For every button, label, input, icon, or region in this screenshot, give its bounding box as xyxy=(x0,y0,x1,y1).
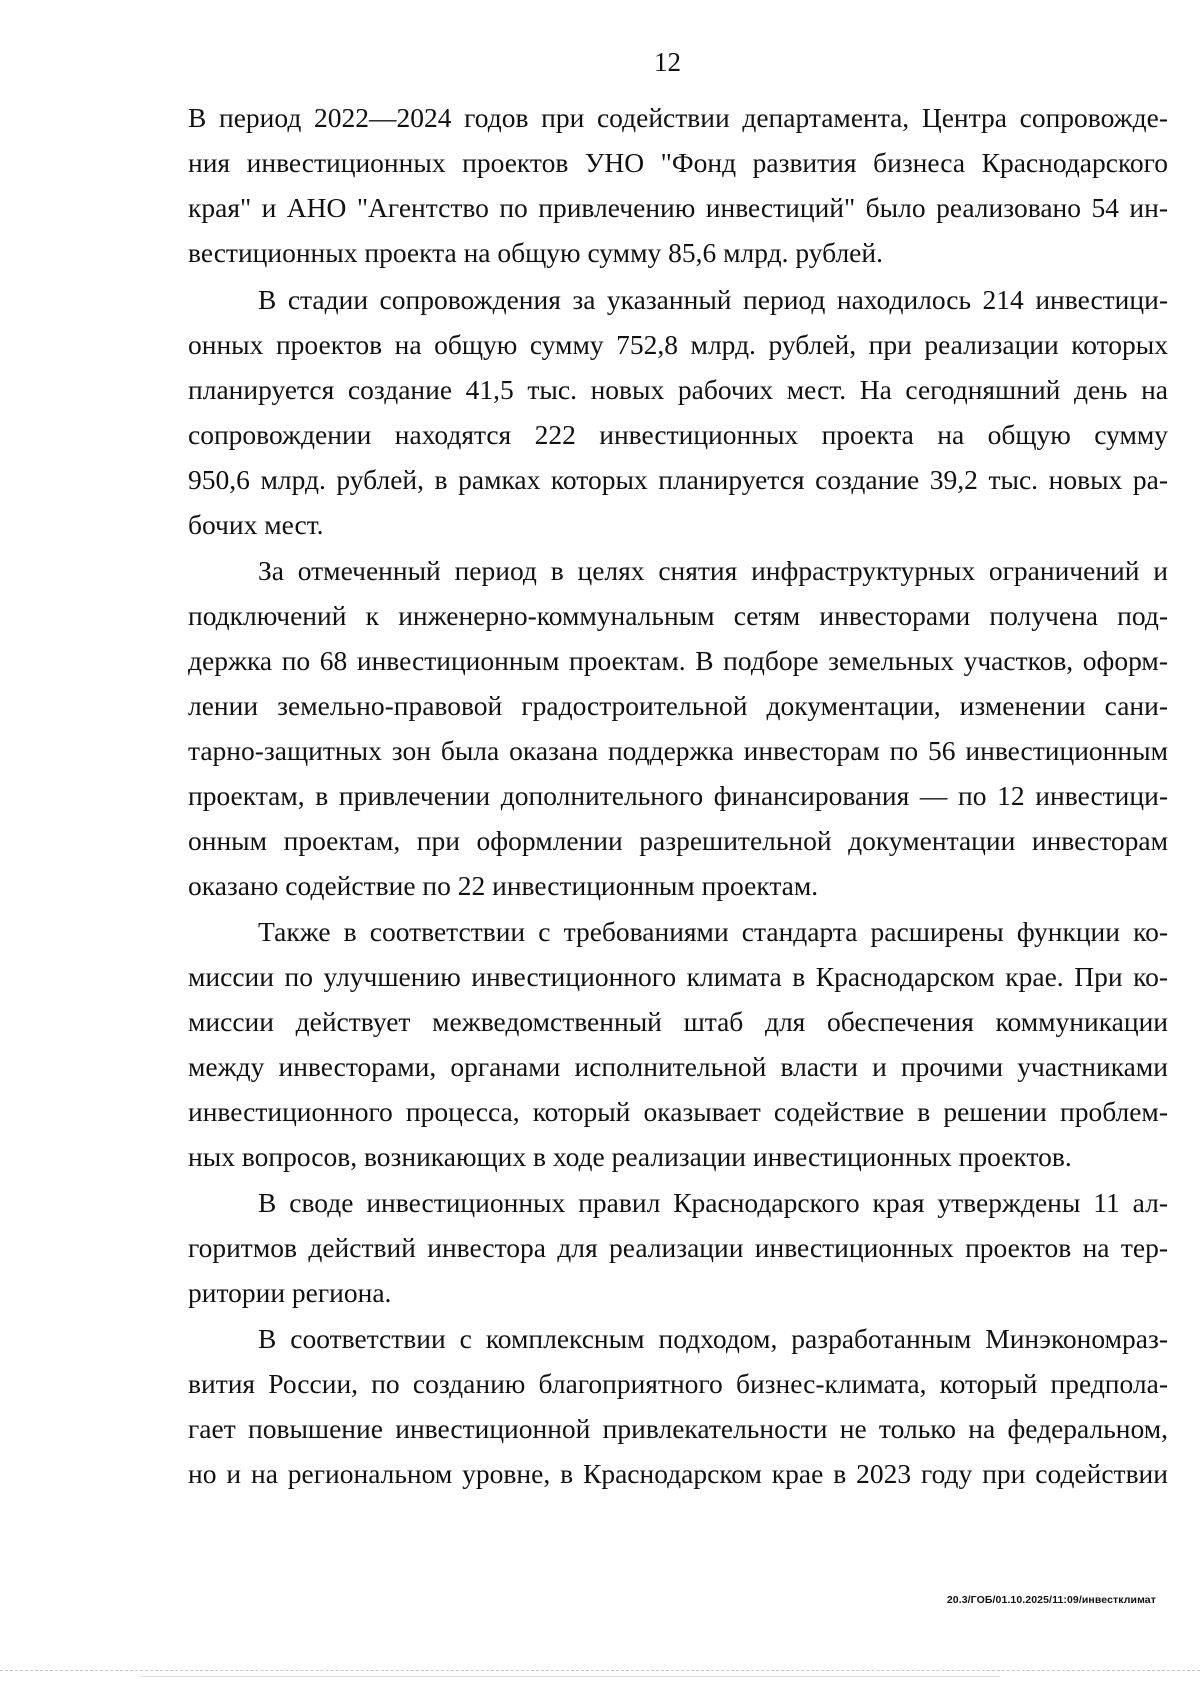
scan-edge-line xyxy=(140,1676,1000,1677)
text-line: лении земельно-правовой градостроительной документации, изменении сани- xyxy=(188,690,1168,721)
page-number: 12 xyxy=(654,47,681,77)
text-line: ритории региона. xyxy=(188,1277,392,1308)
text-line: ния инвестиционных проектов УНО "Фонд развития бизнеса Краснодарского xyxy=(188,147,1168,178)
text-line: гает повышение инвестиционной привлекательности не только на федеральном, xyxy=(188,1413,1168,1444)
text-line: сопровождении находятся 222 инвестиционных проекта на общую сумму xyxy=(188,419,1168,450)
text-line: миссии действует межведомственный штаб для обеспечения коммуникации xyxy=(188,1006,1168,1037)
text-line: вития России, по созданию благоприятного бизнес-климата, который предпола- xyxy=(188,1368,1168,1399)
text-line: бочих мест. xyxy=(188,509,324,540)
text-line: инвестиционного процесса, который оказывает содействие в решении проблем- xyxy=(188,1096,1168,1127)
document-footer-code: 20.3/ГОБ/01.10.2025/11:09/инвестклимат xyxy=(946,1594,1156,1606)
text-line: между инвесторами, органами исполнительной власти и прочими участниками xyxy=(188,1051,1168,1082)
text-line: ных вопросов, возникающих в ходе реализации инвестиционных проектов. xyxy=(188,1141,1072,1172)
text-line: В стадии сопровождения за указанный период находилось 214 инвестици- xyxy=(258,284,1168,315)
text-line: За отмеченный период в целях снятия инфраструктурных ограничений и xyxy=(258,555,1168,586)
text-line: держка по 68 инвестиционным проектам. В подборе земельных участков, оформ- xyxy=(188,645,1168,676)
text-line: 950,6 млрд. рублей, в рамках которых планируется создание 39,2 тыс. новых ра- xyxy=(188,464,1168,495)
text-line: но и на региональном уровне, в Краснодарском крае в 2023 году при содействии xyxy=(188,1458,1168,1489)
text-line: В соответствии с комплексным подходом, разработанным Минэкономраз- xyxy=(258,1323,1168,1354)
text-line: оказано содействие по 22 инвестиционным проектам. xyxy=(188,870,819,901)
text-line: онным проектам, при оформлении разрешительной документации инвесторам xyxy=(188,825,1168,856)
text-line: миссии по улучшению инвестиционного климата в Краснодарском крае. При ко- xyxy=(188,961,1168,992)
text-line: подключений к инженерно-коммунальным сетям инвесторами получена под- xyxy=(188,600,1168,631)
text-line: вестиционных проекта на общую сумму 85,6 млрд. рублей. xyxy=(188,237,883,268)
text-line: края" и АНО "Агентство по привлечению инвестиций" было реализовано 54 ин- xyxy=(188,192,1168,223)
text-line: онных проектов на общую сумму 752,8 млрд. рублей, при реализации которых xyxy=(188,329,1168,360)
text-line: В своде инвестиционных правил Краснодарского края утверждены 11 ал- xyxy=(258,1187,1168,1218)
text-line: В период 2022—2024 годов при содействии департамента, Центра сопровожде- xyxy=(188,102,1168,133)
text-line: Также в соответствии с требованиями стандарта расширены функции ко- xyxy=(258,916,1168,947)
text-line: горитмов действий инвестора для реализации инвестиционных проектов на тер- xyxy=(188,1232,1168,1263)
scan-edge-line xyxy=(0,1670,1200,1671)
text-line: проектам, в привлечении дополнительного финансирования — по 12 инвестици- xyxy=(188,780,1168,811)
text-line: планируется создание 41,5 тыс. новых рабочих мест. На сегодняшний день на xyxy=(188,374,1168,405)
text-line: тарно-защитных зон была оказана поддержка инвесторам по 56 инвестиционным xyxy=(188,735,1168,766)
